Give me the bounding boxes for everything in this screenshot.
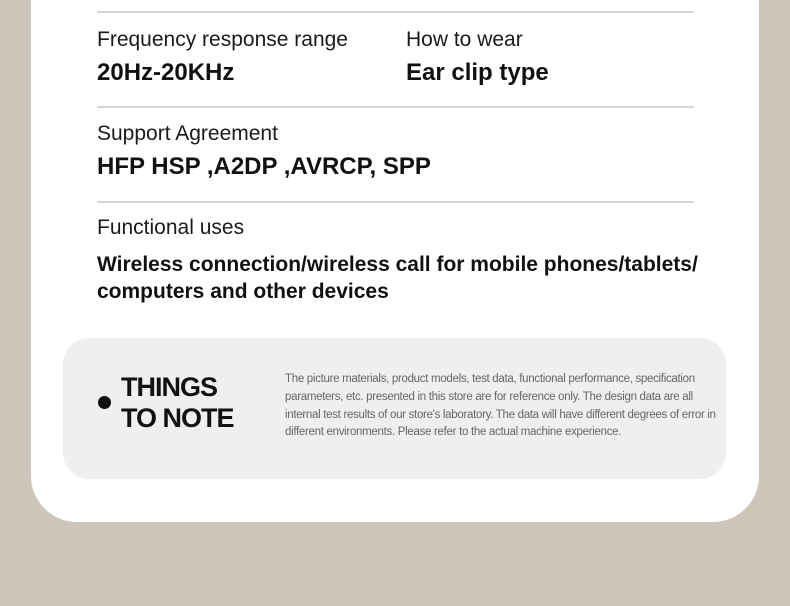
- wear-value: Ear clip type: [406, 59, 549, 86]
- divider: [97, 11, 694, 13]
- note-title-line2: TO NOTE: [121, 403, 234, 433]
- uses-label: Functional uses: [97, 216, 245, 239]
- note-title: [121, 372, 234, 434]
- frequency-value: 20Hz-20KHz: [97, 59, 235, 86]
- uses-value: Wireless connection/wireless call for mobile phones/tablets/ computers and other devices: [97, 253, 698, 303]
- protocol-label: Support Agreement: [97, 122, 278, 145]
- divider: [97, 106, 694, 108]
- divider: [97, 201, 694, 203]
- note-title-line1: THINGS: [121, 372, 218, 402]
- note-text: The picture materials, product models, test data, functional performance, specification parameters, etc. presented in this store are for reference only. The design data are all internal test results of our store's laboratory. The data will have different degrees of error in different environments. Please refer to the actual machine experience.: [285, 373, 716, 439]
- protocol-value: HFP HSP ,A2DP ,AVRCP, SPP: [97, 153, 431, 180]
- wear-label: How to wear: [406, 28, 523, 51]
- frequency-label: Frequency response range: [97, 28, 348, 51]
- bullet-icon: [98, 396, 111, 409]
